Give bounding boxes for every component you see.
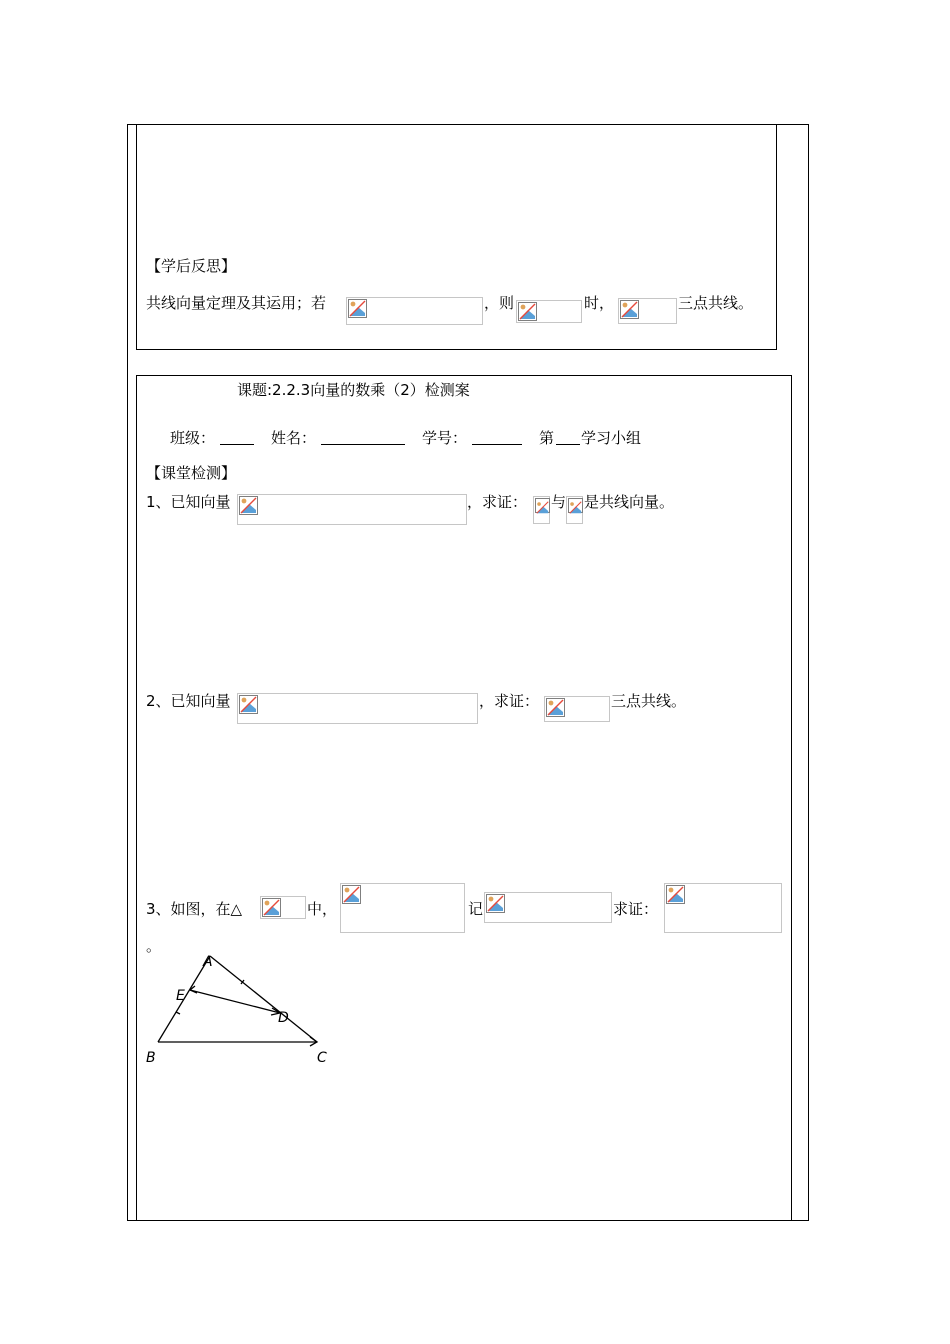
class-label: 班级： <box>170 429 216 447</box>
q1-end: 是共线向量。 <box>584 493 675 511</box>
formula-placeholder <box>346 297 483 325</box>
formula-placeholder <box>618 298 677 324</box>
formula-placeholder <box>340 883 465 933</box>
broken-image-icon <box>486 894 505 913</box>
broken-image-icon <box>518 302 537 321</box>
broken-image-icon <box>546 698 565 717</box>
formula-placeholder <box>237 693 478 724</box>
label-c: C <box>317 1050 327 1066</box>
group-prefix: 第 <box>539 429 555 447</box>
broken-image-icon <box>666 885 685 904</box>
formula-placeholder <box>533 496 550 524</box>
broken-image-icon <box>342 885 361 904</box>
formula-placeholder <box>260 896 306 919</box>
outer-frame-right <box>808 124 809 1221</box>
name-blank[interactable] <box>321 428 405 445</box>
q1-mid: ，求证： <box>467 493 528 511</box>
section-heading: 【课堂检测】 <box>146 464 237 482</box>
broken-image-icon <box>262 898 281 917</box>
q2-prefix: 2、已知向量 <box>146 692 231 710</box>
formula-placeholder <box>544 696 610 722</box>
group-blank[interactable] <box>556 428 580 445</box>
broken-image-icon <box>239 496 258 515</box>
tick-ab <box>176 1012 180 1014</box>
formula-placeholder <box>516 300 582 323</box>
q3-end: 。 <box>146 937 162 955</box>
broken-image-icon <box>568 498 583 513</box>
broken-image-icon <box>620 300 639 319</box>
id-blank[interactable] <box>472 428 522 445</box>
formula-placeholder <box>237 494 467 525</box>
label-d: D <box>278 1010 289 1026</box>
q2-end: 三点共线。 <box>611 692 687 710</box>
reflection-heading: 【学后反思】 <box>146 257 237 275</box>
reflection-text-prefix: 共线向量定理及其运用；若 <box>146 294 327 312</box>
q3-record: 记 <box>468 900 484 918</box>
group-suffix: 学习小组 <box>581 429 642 447</box>
broken-image-icon <box>239 695 258 714</box>
outer-frame-left <box>127 124 128 1221</box>
label-a: A <box>203 954 213 970</box>
label-b: B <box>146 1050 156 1066</box>
broken-image-icon <box>348 299 367 318</box>
q3-prefix: 3、如图，在△ <box>146 900 243 918</box>
class-blank[interactable] <box>220 428 254 445</box>
q3-prove: 求证： <box>613 900 659 918</box>
id-label: 学号： <box>422 429 468 447</box>
reflection-text-then: ，则 <box>484 294 515 312</box>
triangle-figure <box>140 950 340 1070</box>
reflection-text-end: 三点共线。 <box>678 294 754 312</box>
formula-placeholder <box>664 883 782 933</box>
q3-mid: 中， <box>307 900 338 918</box>
label-e: E <box>176 988 185 1004</box>
q2-mid: ，求证： <box>479 692 540 710</box>
worksheet-title: 课题:2.2.3向量的数乘（2）检测案 <box>237 381 470 399</box>
q1-prefix: 1、已知向量 <box>146 493 231 511</box>
formula-placeholder <box>484 892 612 923</box>
name-label: 姓名： <box>271 429 317 447</box>
formula-placeholder <box>566 496 583 524</box>
reflection-text-when: 时， <box>584 294 615 312</box>
q1-joiner: 与 <box>551 493 567 511</box>
broken-image-icon <box>535 498 550 513</box>
